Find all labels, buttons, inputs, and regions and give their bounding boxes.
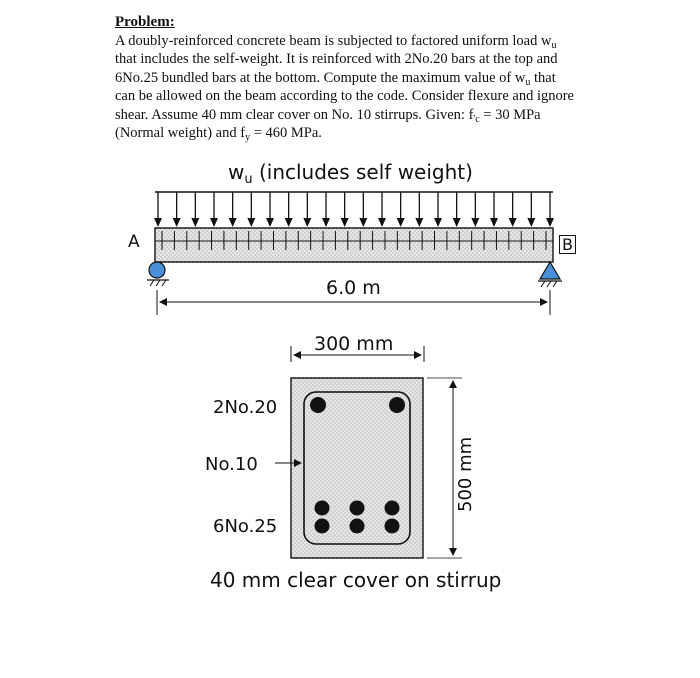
span-label: 6.0 m <box>326 277 381 299</box>
load-arrowhead <box>322 218 330 227</box>
load-arrowhead <box>247 218 255 227</box>
load-arrowhead <box>359 218 367 227</box>
load-arrowhead <box>154 218 162 227</box>
load-label: $w_u$ (includes self weight) <box>228 160 473 187</box>
load-arrowhead <box>546 218 554 227</box>
load-arrowhead <box>415 218 423 227</box>
bottom-bar <box>350 501 365 516</box>
load-arrowhead <box>471 218 479 227</box>
bottom-bars-label: 6No.25 <box>213 516 278 537</box>
load-arrowhead <box>285 218 293 227</box>
support-a-label: A <box>128 232 140 252</box>
support-b <box>538 262 562 287</box>
bottom-bar <box>385 501 400 516</box>
load-arrowhead <box>490 218 498 227</box>
stirrup-label: No.10 <box>205 454 258 475</box>
load-arrowhead <box>210 218 218 227</box>
load-arrowhead <box>509 218 517 227</box>
load-arrowhead <box>527 218 535 227</box>
load-arrowhead <box>453 218 461 227</box>
top-bars-label: 2No.20 <box>213 397 278 418</box>
section-height-label: 500 mm <box>455 436 476 512</box>
bottom-bar <box>385 519 400 534</box>
problem-title: Problem: <box>115 14 175 30</box>
load-arrows <box>154 192 554 227</box>
problem-line: shear. Assume 40 mm clear cover on No. 10 stirrups. Given: $f_{'c} = 30$ MPa <box>115 106 541 125</box>
load-arrowhead <box>191 218 199 227</box>
problem-line: (Normal weight) and $f_y = 460$ MPa. <box>115 125 322 144</box>
support-b-label: B <box>559 235 576 254</box>
load-arrowhead <box>378 218 386 227</box>
bottom-bar <box>315 501 330 516</box>
load-arrowhead <box>266 218 274 227</box>
beam-body <box>155 228 553 262</box>
problem-line: 6No.25 bundled bars at the bottom. Compute the maximum value of $w_u$ that <box>115 69 556 88</box>
load-arrowhead <box>434 218 442 227</box>
top-bar <box>389 397 405 413</box>
load-arrowhead <box>173 218 181 227</box>
load-arrowhead <box>303 218 311 227</box>
load-arrowhead <box>341 218 349 227</box>
problem-line: A doubly-reinforced concrete beam is subjected to factored uniform load $w_u$ <box>115 33 557 51</box>
bottom-bar <box>315 519 330 534</box>
bottom-bar <box>350 519 365 534</box>
cover-note: 40 mm clear cover on stirrup <box>210 568 502 592</box>
section-width-label: 300 mm <box>314 333 394 355</box>
support-a <box>147 262 169 286</box>
problem-line: can be allowed on the beam according to the code. Consider flexure and ignore <box>115 88 574 105</box>
problem-line: that includes the self-weight. It is reinforced with 2No.20 bars at the top and <box>115 51 558 68</box>
load-arrowhead <box>397 218 405 227</box>
top-bar <box>310 397 326 413</box>
load-arrowhead <box>229 218 237 227</box>
